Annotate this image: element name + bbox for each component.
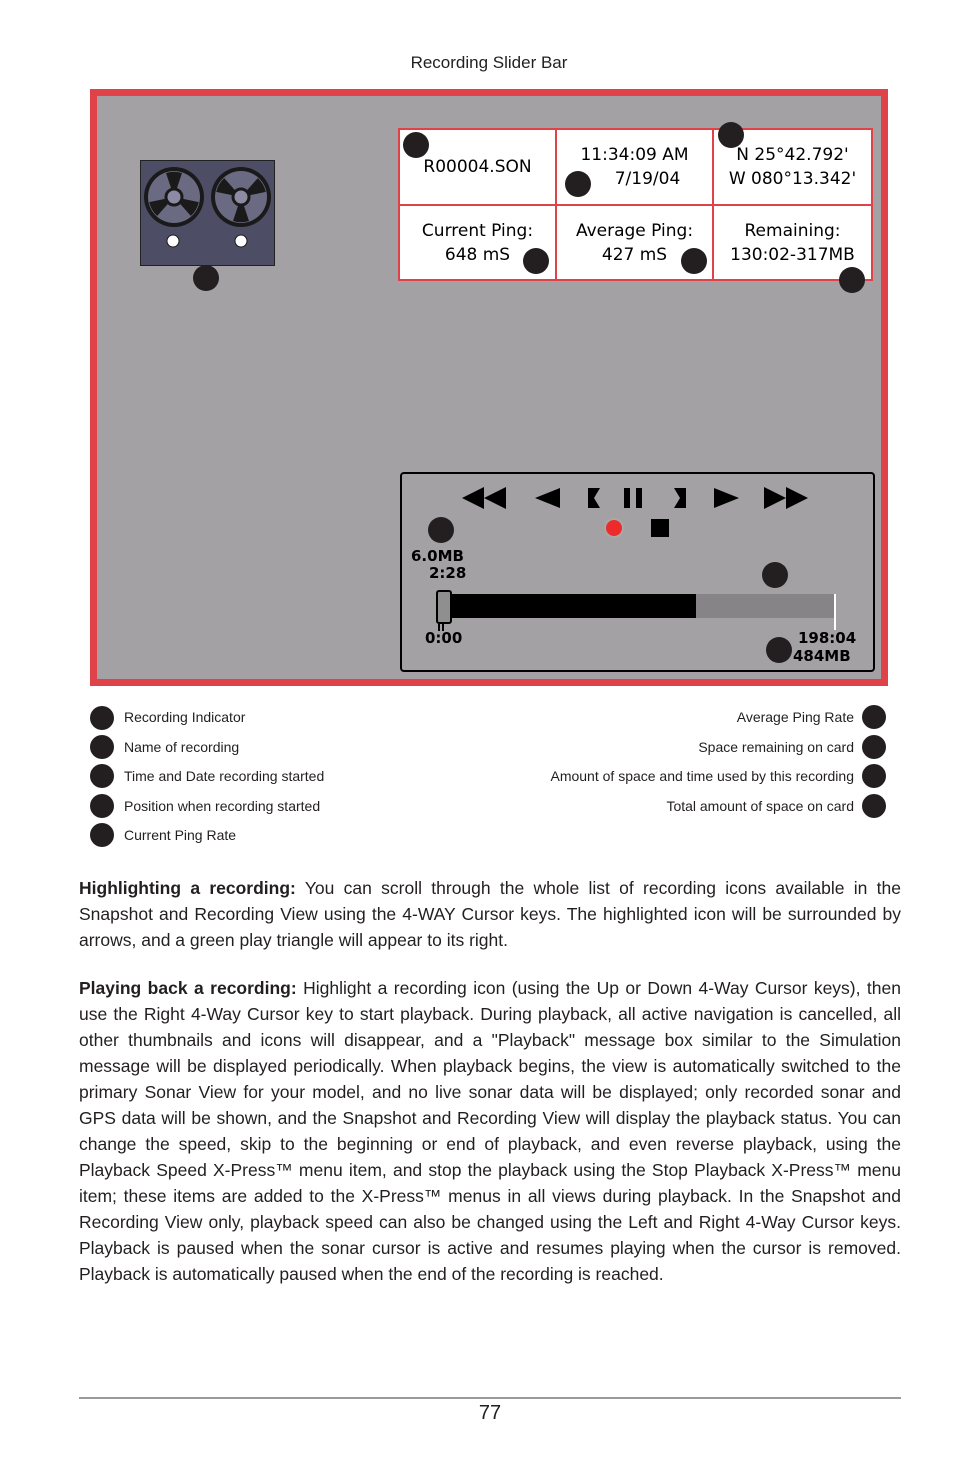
longitude: W 080°13.342' (728, 169, 857, 189)
paragraph-text: You can scroll through the whole list of recording icons available in the Snapshot and Recording View using the 4-WAY Cursor keys. The highlighted icon will be surrounded by arrows, and a green play triangle will appear to its right. (79, 878, 902, 950)
paragraph-text: Highlight a recording icon (using the Up or Down 4-Way Cursor keys), then use the Right 4-Way Cursor key to start playback. During playback, all active navigation is cancelled, all other thumbnails and icons will disappear, and a "Playback" message box similar to the Simulation message will be displayed periodically. When playback begins, the view is automatically switched to the primary Sonar View for your model, and no live sonar data will be displayed; only recorded sonar and GPS data will be shown, and the Snapshot and Recording View will display the playback status. You can change the speed, skip to the beginning or end of playback, and even reverse playback, using the Playback Speed X-Press™ menu item, and stop the playback using the Stop Playback X-Press™ menu item; these items are added to the X-Press™ menus in all views during playback. In the Snapshot and Recording View only, playback speed can also be changed using the Left and Right 4-Way Cursor keys. Playback is paused when the sonar cursor is active and resumes playing when the cursor is removed. Playback is automatically paused when the end of the recording is reached. (79, 978, 901, 1284)
average-ping-value: 427 mS (601, 244, 668, 265)
slider-thumb[interactable] (436, 590, 452, 624)
callout-badge (523, 248, 549, 274)
callout-badge (193, 265, 219, 291)
page-number: 77 (478, 1402, 502, 1424)
legend-item: Recording Indicator (124, 709, 246, 725)
remaining-value: 130:02-317MB (730, 244, 855, 265)
playback-controls (402, 474, 873, 544)
fast-rewind-icon[interactable] (462, 487, 506, 509)
callout-badge (766, 637, 792, 663)
stop-icon[interactable] (651, 519, 669, 537)
legend-badge (90, 764, 114, 788)
legend-badge (862, 794, 886, 818)
legend-badge (862, 735, 886, 759)
legend-badge (862, 764, 886, 788)
slider-end-tick (834, 594, 836, 630)
playback-slider-panel (400, 472, 875, 672)
current-ping-label: Current Ping: (421, 220, 534, 241)
tape-reels-icon (141, 161, 274, 265)
fast-forward-icon[interactable] (764, 487, 808, 509)
used-time: 2:28 (429, 564, 467, 582)
record-time: 11:34:09 AM (580, 145, 689, 165)
start-time: 0:00 (425, 629, 463, 647)
current-ping-value: 648 mS (444, 244, 511, 265)
record-icon[interactable] (605, 519, 623, 537)
paragraph-heading: Playing back a recording: (79, 978, 297, 998)
paragraph-playback (79, 975, 901, 1287)
file-name: R00004.SON (423, 157, 532, 177)
legend-item: Amount of space and time used by this recording (550, 768, 854, 784)
pause-icon[interactable] (624, 488, 642, 508)
remaining-label: Remaining: (744, 220, 841, 241)
legend-item: Total amount of space on card (666, 798, 854, 814)
legend-item: Space remaining on card (698, 739, 854, 755)
skip-forward-icon[interactable] (674, 488, 686, 508)
legend-item: Average Ping Rate (736, 709, 854, 725)
latitude: N 25°42.792' (736, 145, 849, 165)
used-size: 6.0MB (411, 547, 464, 565)
legend-badge (90, 823, 114, 847)
legend-badge (90, 735, 114, 759)
legend-item: Name of recording (124, 739, 240, 755)
callout-badge (565, 171, 591, 197)
skip-back-icon[interactable] (588, 488, 600, 508)
callout-badge (403, 132, 429, 158)
legend-item: Current Ping Rate (124, 827, 237, 843)
legend-badge (90, 706, 114, 730)
legend-item: Time and Date recording started (124, 768, 325, 784)
footer-rule (79, 1397, 901, 1399)
recording-indicator (140, 160, 275, 266)
rewind-icon[interactable] (535, 488, 560, 508)
callout-badge (762, 562, 788, 588)
average-ping-label: Average Ping: (575, 220, 694, 241)
total-size: 484MB (793, 647, 851, 665)
legend-item: Position when recording started (124, 798, 321, 814)
paragraph-heading: Highlighting a recording: (79, 878, 296, 898)
legend-badge (90, 794, 114, 818)
slider-fill (436, 594, 696, 618)
paragraph-highlighting (79, 875, 901, 953)
callout-badge (718, 122, 744, 148)
recording-info-panel (398, 128, 873, 281)
callout-badge (839, 267, 865, 293)
total-time: 198:04 (798, 629, 857, 647)
callout-badge (428, 517, 454, 543)
figure-caption: Recording Slider Bar (410, 53, 568, 72)
callout-badge (681, 248, 707, 274)
slider-track[interactable] (436, 594, 836, 618)
record-date: 7/19/04 (614, 169, 681, 189)
play-icon[interactable] (714, 488, 739, 508)
legend-badge (862, 705, 886, 729)
